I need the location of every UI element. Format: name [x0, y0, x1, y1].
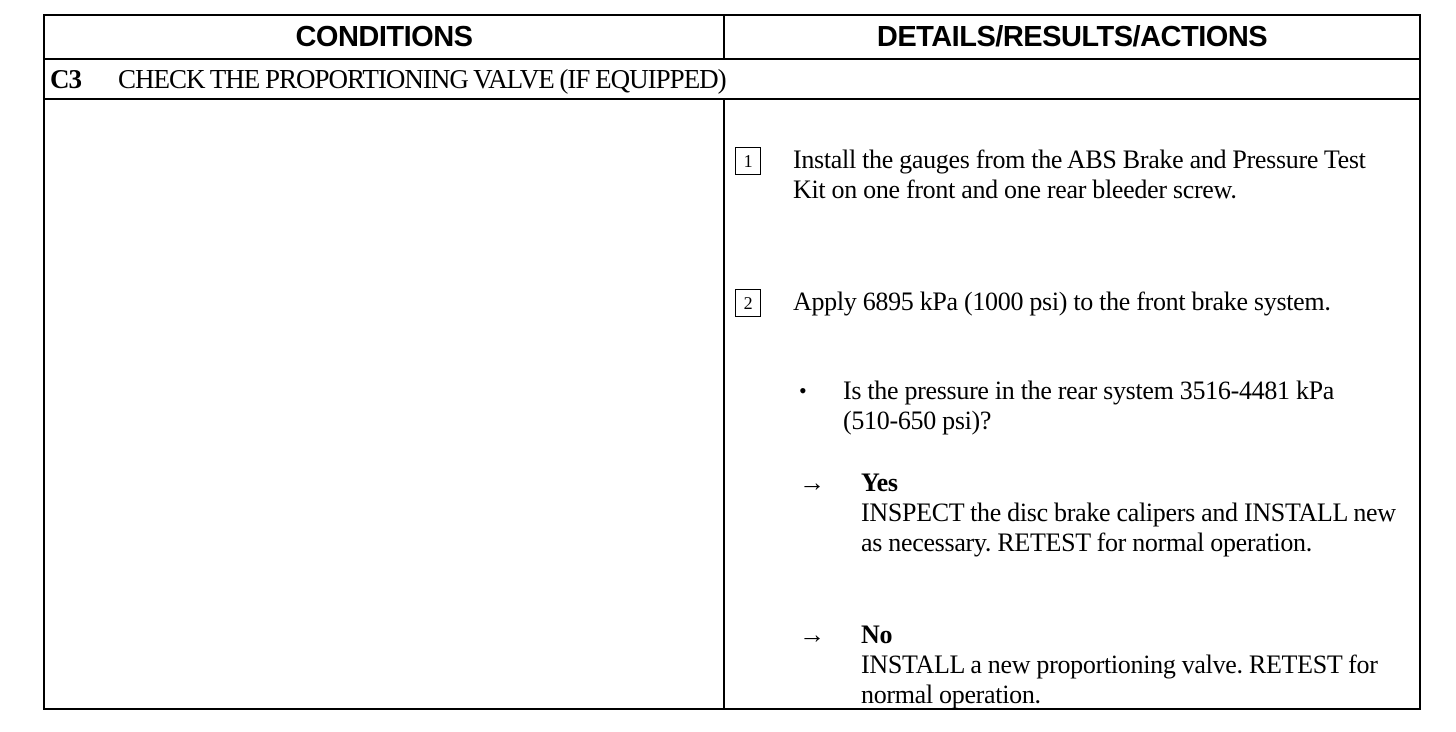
step-text: Apply 6895 kPa (1000 psi) to the front brake system.	[793, 287, 1331, 316]
arrow-right-icon: →	[799, 468, 825, 497]
answer-action: INSTALL a new proportioning valve. RETEST for normal operation.	[861, 650, 1378, 709]
details-header: DETAILS/RESULTS/ACTIONS	[876, 20, 1268, 53]
conditions-header: CONDITIONS	[295, 20, 473, 53]
section-number: C3	[50, 63, 81, 94]
answer-label: No	[861, 620, 893, 649]
step-number-box: 2	[735, 289, 761, 317]
step-number-box: 1	[735, 147, 761, 175]
details-cell	[725, 100, 1419, 708]
section-row	[45, 60, 1419, 98]
bullet-icon: •	[799, 378, 807, 403]
section-title: CHECK THE PROPORTIONING VALVE (IF EQUIPPED)	[118, 63, 726, 94]
step-text: Install the gauges from the ABS Brake and Pressure Test Kit on one front and one rear bleeder screw.	[793, 145, 1366, 204]
diagnostic-table	[43, 14, 1421, 710]
answer-content	[861, 620, 1401, 710]
answer-label: Yes	[861, 468, 898, 497]
arrow-right-icon: →	[799, 620, 825, 649]
question-text: Is the pressure in the rear system 3516-4481 kPa (510-650 psi)?	[843, 376, 1335, 435]
answer-action: INSPECT the disc brake calipers and INSTALL new as necessary. RETEST for normal operation.	[861, 498, 1396, 557]
answer-content	[861, 468, 1401, 558]
